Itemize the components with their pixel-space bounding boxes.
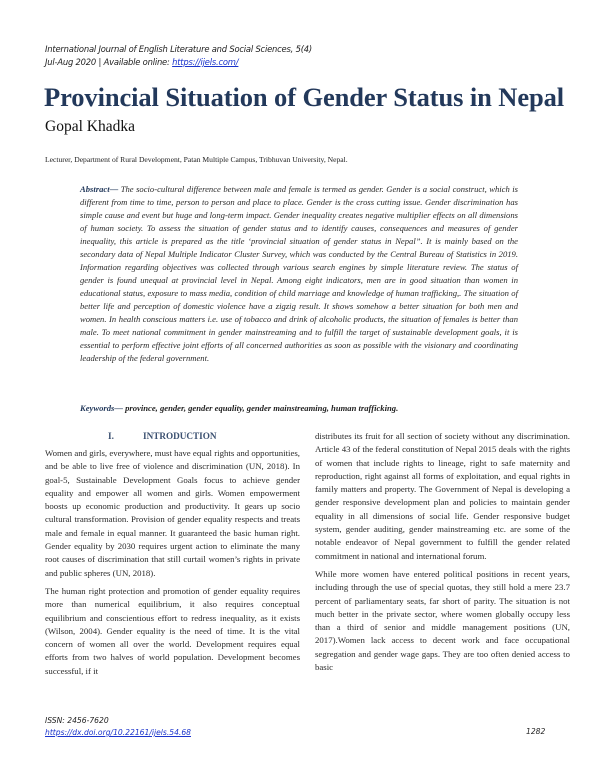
author-name: Gopal Khadka [45, 118, 135, 135]
right-column [315, 430, 570, 679]
keywords [80, 403, 518, 413]
section-heading [45, 430, 300, 444]
page-footer [45, 715, 191, 739]
paragraph: While more women have entered political positions in recent years, including through the use of special quotas, they still hold a mere 23.7 percent of parliamentary seats, far short of parity. The situation is not much better in the private sector, where women globally occupy less than a third of senior and middle management positions (UN, 2017).Women lack access to decent work and face occupational segregation and gender wage gaps. They are too often denied access to basic [315, 568, 570, 673]
paper-title: Provincial Situation of Gender Status in Nepal [44, 82, 565, 112]
keywords-text: province, gender, gender equality, gender mainstreaming, human trafficking. [122, 403, 399, 413]
abstract-label: Abstract— [80, 184, 119, 194]
issue-text: Jul-Aug 2020 | Available online: [45, 57, 173, 67]
page-number: 1282 [526, 727, 546, 736]
abstract [80, 183, 518, 365]
paragraph: The human right protection and promotion of gender equality requires more than numerical equilibrium, it also requires conceptual equilibrium and conscientious effort to redress inequality, as it exists (Wilson, 2004). Gender equality is the need of time. It is the vital concern of women all over the world. Development requires equal efforts from two halves of world population. Development becomes successful, if it [45, 585, 300, 676]
abstract-text: The socio-cultural difference between male and female is termed as gender. Gender is a social construct, which is different from time to time, person to person and place to place. Gender is the cross cutting issue. Gender discrimination has simple cause and event but huge and long-term impact. Gender inequality creates negative multiplier effects on all dimensions of human society. To assess the situation of gender status and to identify causes, consequences and measures of gender inequality, this article is prepared as the title ‘provincial situation of gender status in Nepal”. It is mainly based on the secondary data of Nepal Multiple Indicator Cluster Survey, which was conducted by the Central Bureau of Statistics in 2019. Information regarding objectives was collected through various search engines by simple literature review. The status of gender is found unequal at provincial level in Nepal. Among eight indicators, men are in good situation than women in educational status, exposure to mass media, condition of child marriage and knowledge of human trafficking,. The situation of better life and perception of domestic violence have a zigzig result. It shows somehow a better situation for both men and women. In health conscious matters i.e. use of tobacco and drink of alcoholic products, the situation of females is better than male. To meet national commitment in gender mainstreaming and to fulfill the target of sustainable development goals, it is essential to perform effective joint efforts of all concerned authorities as soon as possible with the visionary and coordinating leadership of the federal government. [80, 184, 518, 363]
paragraph: Women and girls, everywhere, must have equal rights and opportunities, and be able to live free of violence and discrimination (UN, 2018). In goal-5, Sustainable Development Goals focus to achieve gender equality and empower all women and girls. Women empowerment boosts up economic production and productivity. It gears up socio cultural transformation. Provision of gender equality respects and treats male and female in equal manner. It guaranteed the basic human right. Gender equality by 2030 requires urgent action to eliminate the many root causes of discrimination that still curtail women’s rights in private and public spheres (UN, 2018). [45, 448, 300, 578]
issue-line [45, 56, 312, 69]
paragraph: distributes its fruit for all section of society without any discrimination. Article 43 of the federal constitution of Nepal 2015 deals with the rights of women that include rights to lineage, right to safe maternity and reproduction, right against all forms of exploitation, and equal rights in family matters and property. The Government of Nepal is developing a gender responsive development plan and policies to maintain gender equality in all dimensions of social life. Gender responsive budget system, gender auditing, gender mainstreaming etc. are some of the notable endeavor of Nepal government to fulfill the gender related commitment in national and international forum. [315, 431, 570, 561]
section-number: I. [108, 431, 114, 441]
journal-link[interactable]: https://ijels.com/ [172, 57, 239, 67]
keywords-label: Keywords— [80, 403, 123, 413]
journal-header [45, 43, 312, 69]
doi-link[interactable]: https://dx.doi.org/10.22161/ijels.54.68 [45, 728, 191, 737]
left-column [45, 430, 300, 683]
section-title: INTRODUCTION [143, 431, 217, 441]
journal-name: International Journal of English Literature and Social Sciences, 5(4) [45, 44, 312, 54]
issn: ISSN: 2456-7620 [45, 716, 109, 725]
author-affiliation: Lecturer, Department of Rural Development, Patan Multiple Campus, Tribhuvan University, Nepal. [45, 155, 348, 164]
